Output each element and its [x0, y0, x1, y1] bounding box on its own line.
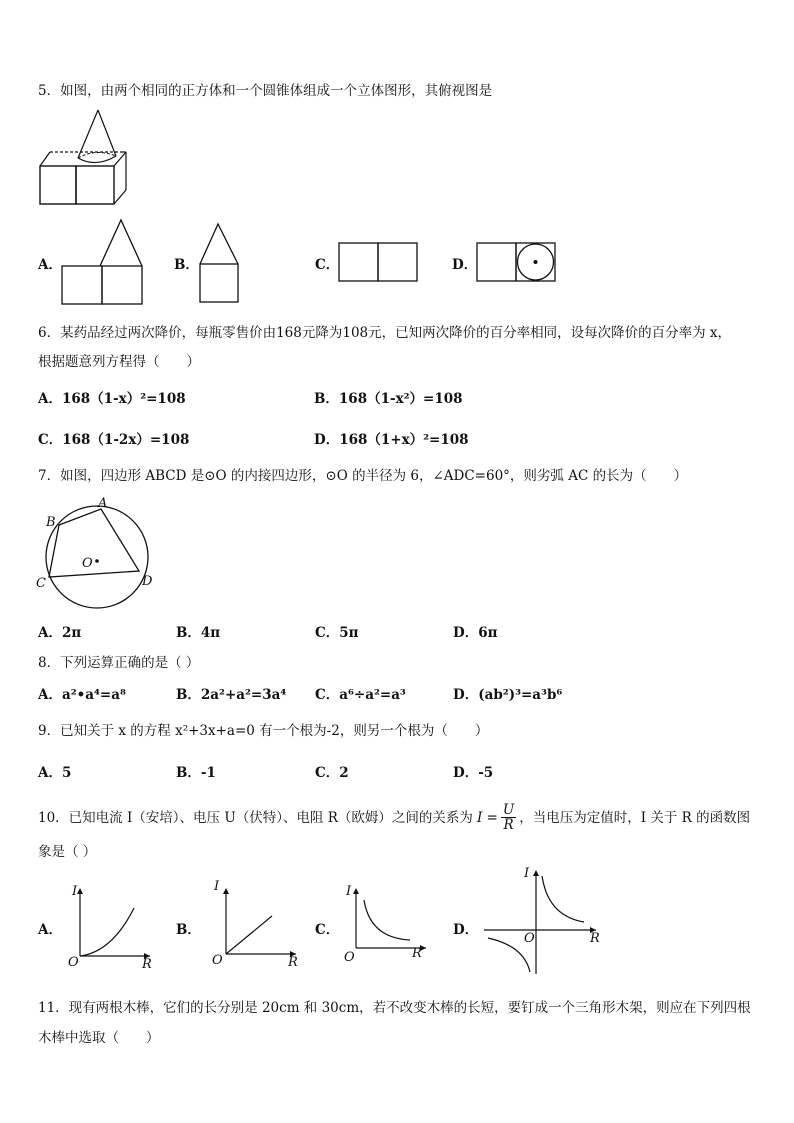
q7-label-b: B	[46, 515, 56, 530]
q6-option-b: B．168（1-x²）=108	[314, 391, 463, 407]
q10-c-x-label: R	[412, 946, 422, 961]
q10-b-origin-label: O	[212, 953, 223, 968]
q8-option-a: A．a²•a⁴=a⁸	[38, 687, 126, 703]
q5-option-a-label: A．	[38, 257, 62, 273]
q10-text-line1	[38, 803, 750, 832]
q5-option-d-figure	[476, 242, 558, 284]
q7-label-d: D	[142, 574, 153, 589]
q7-label-a: A	[98, 496, 108, 511]
q10-formula-denominator: R	[503, 817, 514, 833]
q5-text: 5．如图，由两个相同的正方体和一个圆锥体组成一个立体图形，其俯视图是	[38, 83, 493, 99]
q10-text-line2: 象是（ ）	[38, 844, 97, 860]
q10-formula-lhs: I =	[476, 809, 498, 826]
q9-option-a: A．5	[38, 765, 72, 781]
q7-option-b: B．4π	[176, 625, 221, 641]
q10-b-y-label: I	[214, 879, 220, 894]
q8-option-b: B．2a²+a²=3a⁴	[176, 687, 287, 703]
q10-d-x-label: R	[590, 931, 600, 946]
q10-text-before: 10．已知电流 I（安培）、电压 U（伏特）、电阻 R（欧姆）之间的关系为	[38, 809, 473, 826]
q8-option-d: D．(ab²)³=a³b⁶	[453, 687, 563, 703]
q7-label-o: O	[82, 556, 93, 571]
q10-a-origin-label: O	[68, 955, 79, 970]
q7-option-c: C．5π	[315, 625, 359, 641]
q5-option-c-figure	[338, 242, 420, 284]
q6-option-c: C．168（1-2x）=108	[38, 432, 190, 448]
q6-option-d: D．168（1+x）²=108	[314, 432, 469, 448]
q7-label-c: C	[36, 576, 46, 591]
q5-option-b-label: B．	[174, 257, 199, 273]
q10-formula	[477, 803, 519, 832]
q9-option-c: C．2	[315, 765, 349, 781]
q10-formula-fraction	[501, 803, 516, 832]
q10-option-a-label: A．	[38, 922, 62, 938]
q10-c-origin-label: O	[344, 950, 355, 965]
q9-option-d: D．-5	[453, 765, 494, 781]
q5-option-b-figure	[198, 222, 242, 306]
q11-text-line1: 11．现有两根木棒，它们的长分别是 20cm 和 30cm，若不改变木棒的长短，要钉成一个三角形木架，则应在下列四根	[38, 1000, 751, 1016]
q6-text-line1: 6．某药品经过两次降价，每瓶零售价由168元降为108元，已知两次降价的百分率相同，设每次降价的百分率为 x，	[38, 325, 732, 341]
q5-option-c-label: C．	[315, 257, 340, 273]
q8-text: 8．下列运算正确的是（ ）	[38, 655, 200, 671]
q10-formula-numerator: U	[502, 802, 515, 818]
q7-option-a: A．2π	[38, 625, 82, 641]
q10-option-c-label: C．	[315, 922, 340, 938]
q10-d-y-label: I	[524, 866, 530, 881]
q10-option-d-label: D．	[453, 922, 479, 938]
q10-b-x-label: R	[288, 955, 298, 970]
q5-option-d-label: D．	[452, 257, 478, 273]
q9-option-b: B．-1	[176, 765, 216, 781]
q5-option-a-figure	[60, 218, 144, 308]
q11-text-line2: 木棒中选取（ ）	[38, 1030, 160, 1046]
q10-a-y-label: I	[72, 884, 78, 899]
q10-option-b-label: B．	[176, 922, 201, 938]
q6-text-line2: 根据题意列方程得（ ）	[38, 354, 200, 370]
q9-text: 9．已知关于 x 的方程 x²+3x+a=0 有一个根为-2，则另一个根为（ ）	[38, 723, 489, 739]
q10-d-origin-label: O	[524, 931, 535, 946]
q10-graph-d	[480, 866, 600, 978]
q10-text-after: ，当电压为定值时，I 关于 R 的函数图	[519, 809, 751, 826]
q6-option-a: A．168（1-x）²=108	[38, 391, 186, 407]
q10-c-y-label: I	[346, 884, 352, 899]
q7-option-d: D．6π	[453, 625, 498, 641]
q10-a-x-label: R	[142, 957, 152, 972]
q7-circle-figure	[34, 494, 156, 616]
q8-option-c: C．a⁶÷a²=a³	[315, 687, 406, 703]
q5-solid-figure	[36, 108, 128, 208]
q7-text: 7．如图，四边形 ABCD 是⊙O 的内接四边形，⊙O 的半径为 6，∠ADC=60°，则劣弧 AC 的长为（ ）	[38, 468, 688, 484]
